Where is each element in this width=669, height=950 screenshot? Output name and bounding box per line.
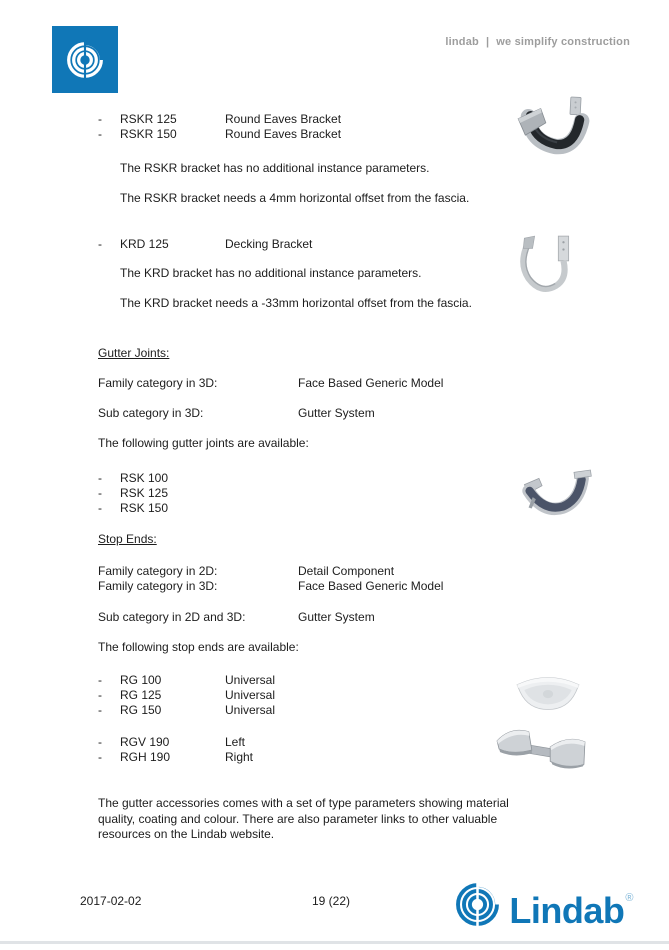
rskr-paragraph-1: The RSKR bracket has no additional instance parameters. [120,161,430,175]
spec-label: Sub category in 3D: [98,406,204,420]
round-eaves-bracket-image [512,96,594,165]
product-desc: Decking Bracket [225,237,313,251]
rskr-paragraph-2: The RSKR bracket needs a 4mm horizontal offset from the fascia. [120,191,470,205]
product-code: RSK 100 [120,471,169,485]
list-item [98,501,225,515]
closing-line: The gutter accessories comes with a set of type parameters showing material [98,796,509,810]
product-code: RSKR 150 [120,127,177,141]
tagline-brand: lindab [445,36,479,48]
bullet-dash: - [98,501,102,515]
spec-row [98,406,375,420]
bullet-dash: - [98,735,102,749]
spec-row [98,376,443,390]
header-tagline [445,36,630,48]
product-desc: Universal [225,673,276,687]
spec-row [98,579,443,593]
lindab-wordmark [509,871,633,938]
bullet-dash: - [98,127,102,141]
product-code: RSKR 125 [120,112,177,126]
bullet-dash: - [98,703,102,717]
spec-label: Family category in 3D: [98,579,218,593]
krd-paragraph-2: The KRD bracket needs a -33mm horizontal offset from the fascia. [120,296,472,310]
bullet-dash: - [98,471,102,485]
list-item [98,735,245,749]
registered-trademark: ® [625,892,633,904]
bullet-dash: - [98,237,102,251]
lindab-symbol-icon [62,37,108,83]
product-code: RGH 190 [120,750,171,764]
gutter-joints-heading: Gutter Joints: [98,346,170,360]
bullet-dash: - [98,486,102,500]
spec-value: Detail Component [298,564,395,578]
stop-ends-heading: Stop Ends: [98,532,157,546]
product-code: RGV 190 [120,735,170,749]
tagline-slogan: we simplify construction [496,36,630,48]
product-code: RSK 125 [120,486,169,500]
product-desc: Universal [225,688,276,702]
list-item [98,673,275,687]
product-desc: Universal [225,703,276,717]
spec-row [98,610,375,624]
gutter-joint-image [514,468,592,523]
product-code: RG 125 [120,688,162,702]
product-code: RG 100 [120,673,162,687]
bullet-dash: - [98,750,102,764]
footer-lindab-logo [450,871,633,938]
closing-paragraph [98,796,509,843]
lindab-symbol-icon [450,877,505,932]
closing-line: quality, coating and colour. There are also parameter links to other valuable [98,811,498,826]
lindab-logo-square [52,26,118,93]
product-desc: Right [225,750,254,764]
spec-value: Face Based Generic Model [298,376,444,390]
list-item [98,471,225,485]
spec-label: Family category in 3D: [98,376,218,390]
product-code: RSK 150 [120,501,169,515]
gutter-joints-intro: The following gutter joints are available: [98,436,309,450]
product-code: RG 150 [120,703,162,717]
bullet-dash: - [98,673,102,687]
product-desc: Left [225,735,246,749]
spec-value: Gutter System [298,610,375,624]
list-item [98,688,275,702]
closing-line: resources on the Lindab website. [98,827,275,841]
spec-label: Family category in 2D: [98,564,218,578]
product-code: KRD 125 [120,237,169,251]
stop-ends-intro: The following stop ends are available: [98,640,299,654]
list-item [98,486,225,500]
decking-bracket-image [514,232,580,303]
product-desc: Round Eaves Bracket [225,127,342,141]
spec-row [98,564,394,578]
product-desc: Round Eaves Bracket [225,112,342,126]
spec-label: Sub category in 2D and 3D: [98,610,246,624]
tagline-separator: | [485,36,490,48]
list-item [98,703,275,717]
list-item [98,237,312,251]
bullet-dash: - [98,112,102,126]
universal-stop-end-image [514,669,582,718]
list-item [98,750,253,764]
lindab-wordmark-text: Lindab [509,890,625,931]
footer-page-number: 19 (22) [312,894,351,908]
bullet-dash: - [98,688,102,702]
krd-paragraph-1: The KRD bracket has no additional instance parameters. [120,266,422,280]
left-right-stop-ends-image [494,722,588,775]
list-item [98,127,341,141]
list-item [98,112,341,126]
spec-value: Gutter System [298,406,375,420]
page-bottom-edge [0,941,669,944]
spec-value: Face Based Generic Model [298,579,444,593]
footer-date: 2017-02-02 [80,894,142,908]
